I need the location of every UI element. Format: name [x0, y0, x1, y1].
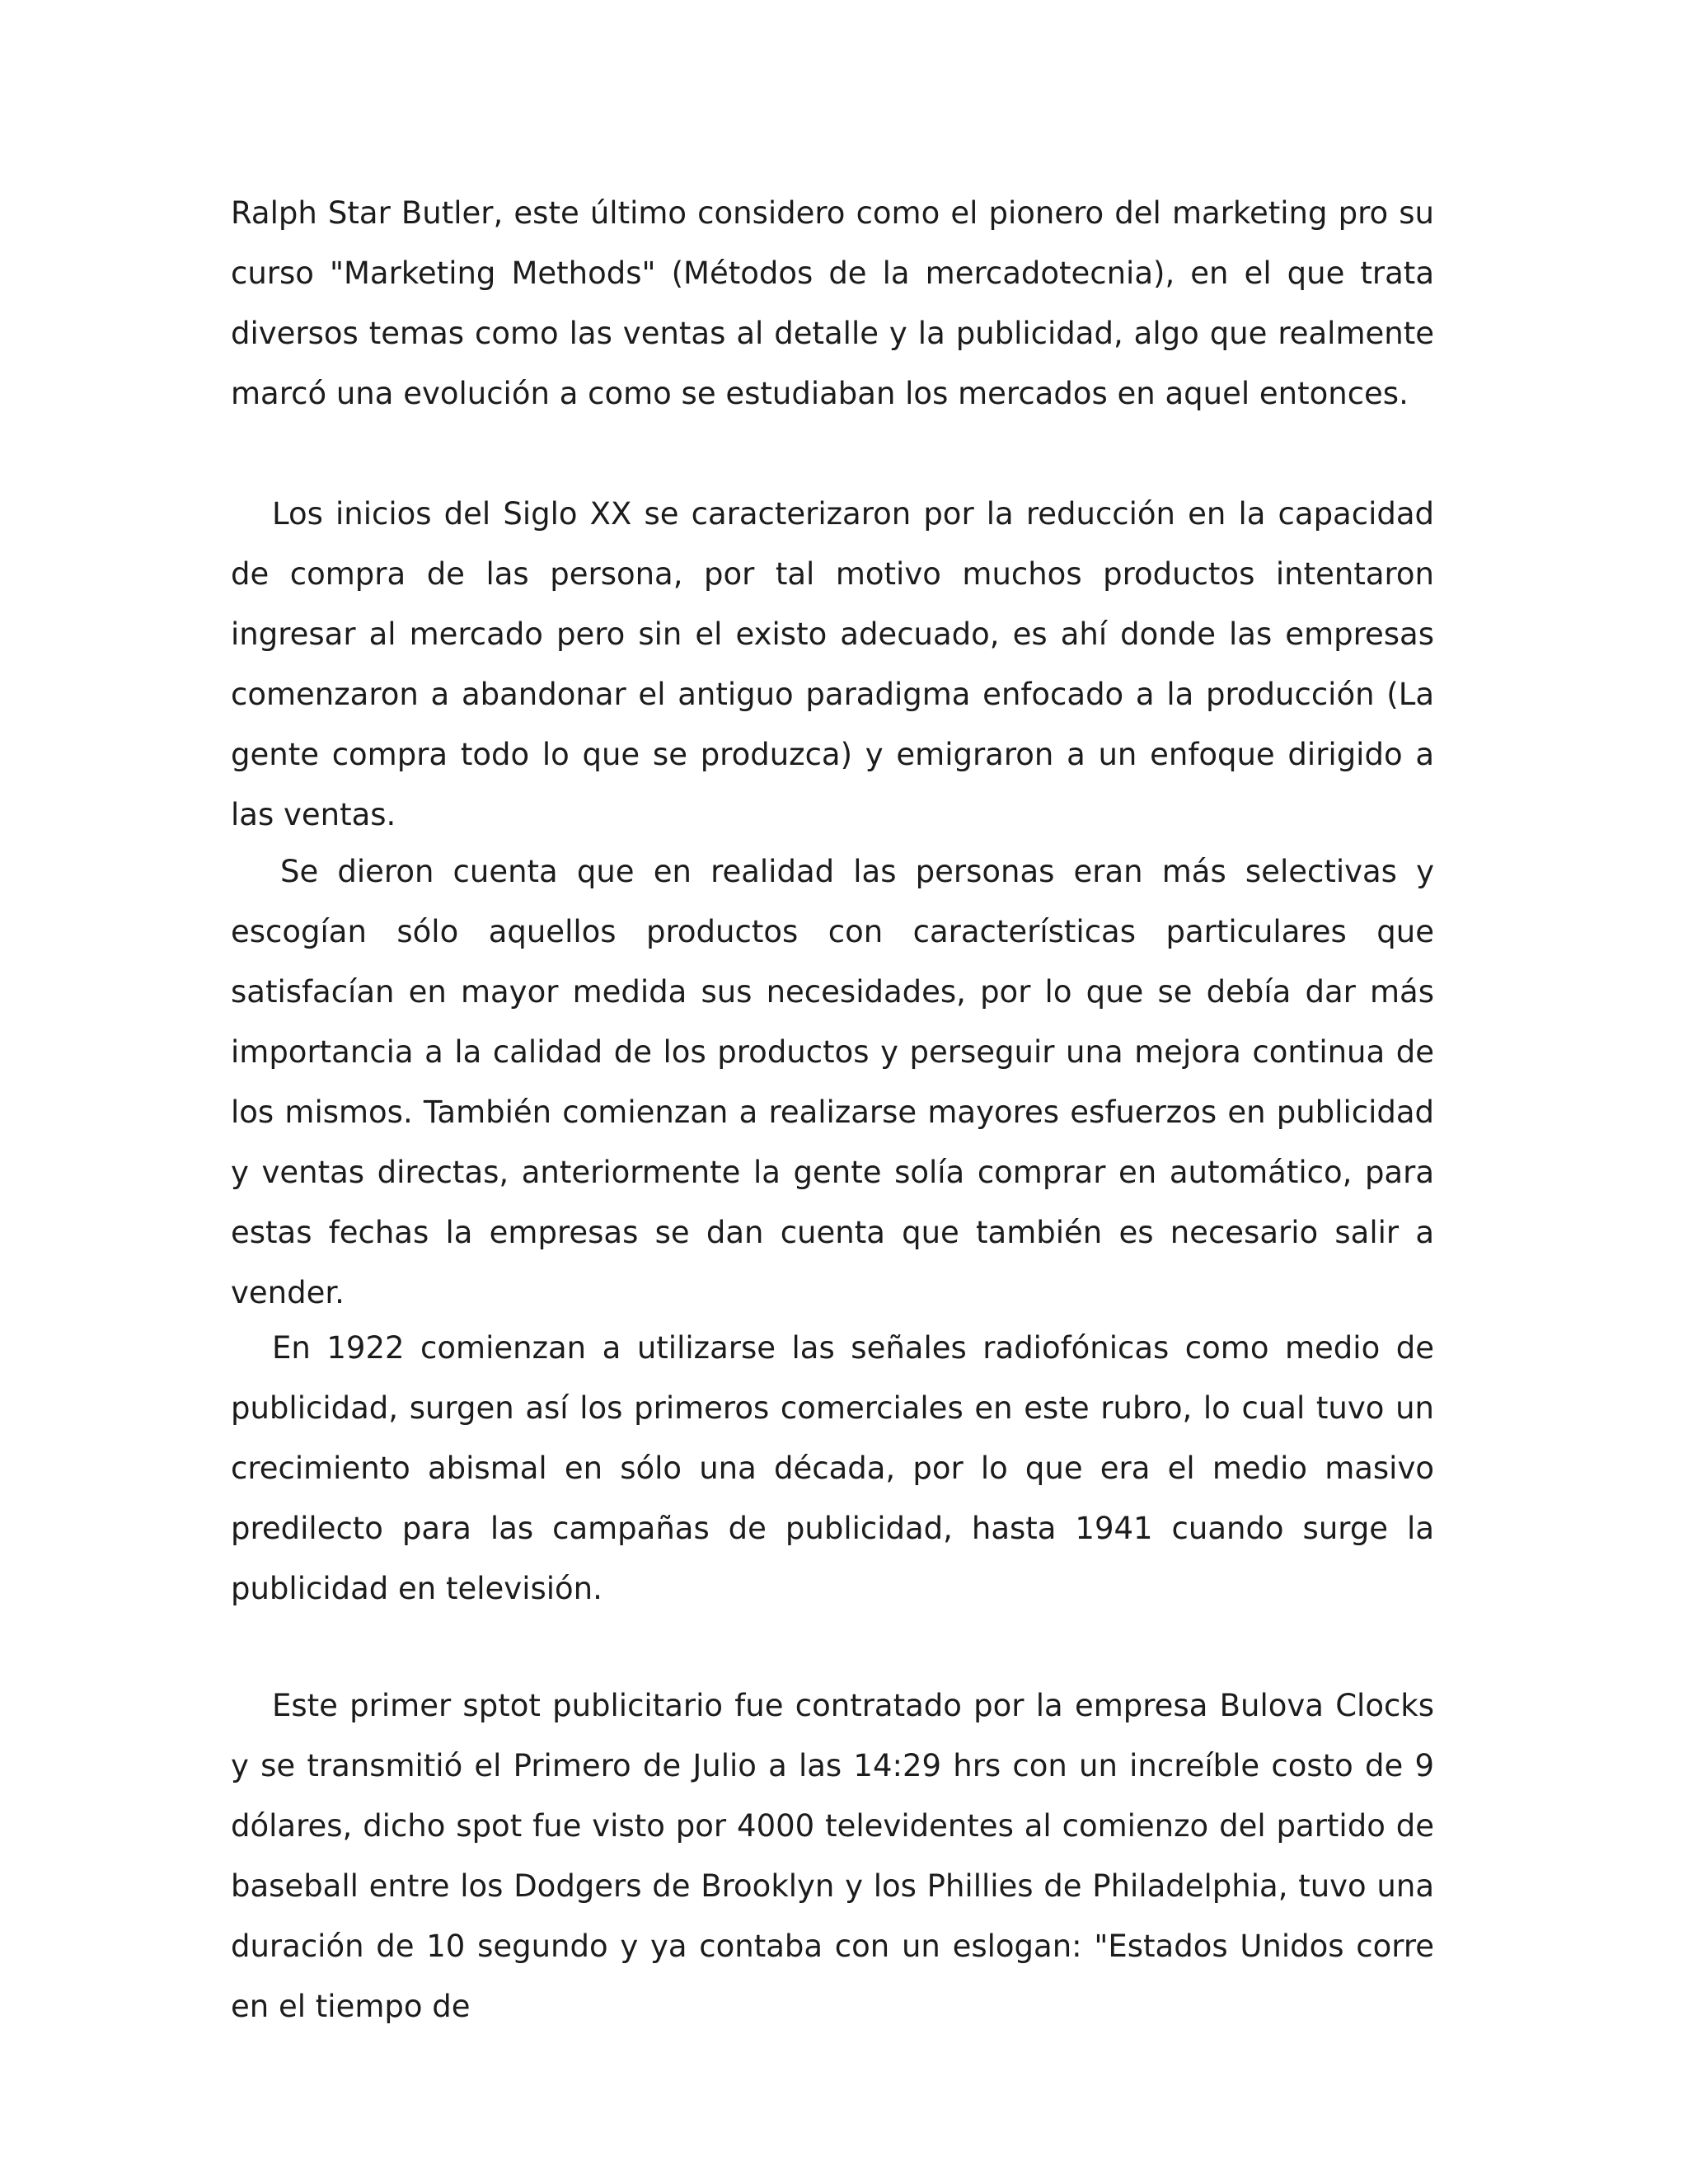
paragraph-butler: Ralph Star Butler, este último considero como el pionero del marketing pro su curso "Marketing Methods" (Métodos de la mercadotecnia), en el que trata diversos temas como las ventas al detalle y la publicidad, algo que realmente marcó una evolución a como se estudiaban los mercados en aquel entonces. — [231, 195, 1434, 411]
paragraph-bulova-spot: Este primer sptot publicitario fue contratado por la empresa Bulova Clocks y se transmitió el Primero de Julio a las 14:29 hrs con un increíble costo de 9 dólares, dicho spot fue visto por 4000 televidentes al comienzo del partido de baseball entre los Dodgers de Brooklyn y los Phillies de Philadelphia, tuvo una duración de 10 segundo y ya contaba con un eslogan: "Estados Unidos corre en el tiempo de — [231, 1688, 1434, 2024]
paragraph-selectivas: Se dieron cuenta que en realidad las personas eran más selectivas y escogían sólo aquellos productos con características particulares que satisfacían en mayor medida sus necesidades, por lo que se debía dar más importancia a la calidad de los productos y perseguir una mejora continua de los mismos. También comienzan a realizarse mayores esfuerzos en publicidad y ventas directas, anteriormente la gente solía comprar en automático, para estas fechas la empresas se dan cuenta que también es necesario salir a vender. — [231, 854, 1434, 1310]
paragraph-siglo-xx: Los inicios del Siglo XX se caracterizaron por la reducción en la capacidad de compra de las persona, por tal motivo muchos productos intentaron ingresar al mercado pero sin el existo adecuado, es ahí donde las empresas comenzaron a abandonar el antiguo paradigma enfocado a la producción (La gente compra todo lo que se produzca) y emigraron a un enfoque dirigido a las ventas. — [231, 496, 1434, 832]
paragraph-radio-1922: En 1922 comienzan a utilizarse las señales radiofónicas como medio de publicidad, surgen así los primeros comerciales en este rubro, lo cual tuvo un crecimiento abismal en sólo una década, por lo que era el medio masivo predilecto para las campañas de publicidad, hasta 1941 cuando surge la publicidad en televisión. — [231, 1330, 1434, 1606]
